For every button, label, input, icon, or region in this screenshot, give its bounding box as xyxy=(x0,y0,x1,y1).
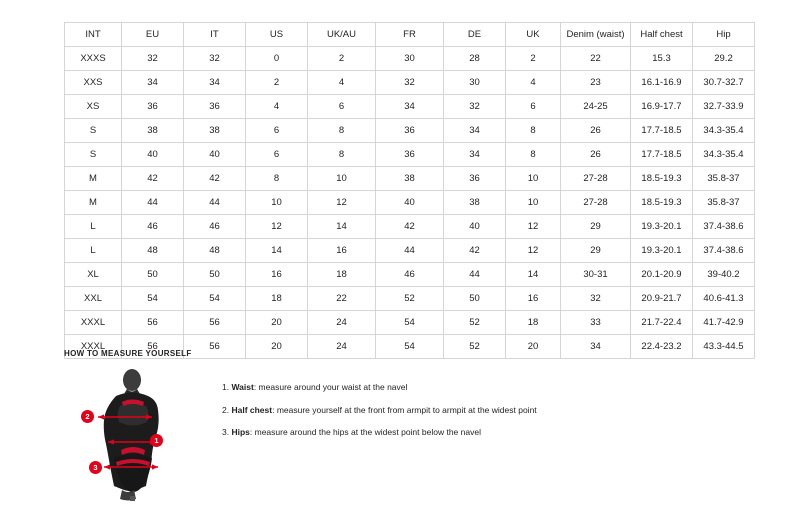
cell-uk: 10 xyxy=(506,191,561,215)
cell-eu: 42 xyxy=(122,167,184,191)
column-header-it: IT xyxy=(184,23,246,47)
instruction-text-hips: : measure around the hips at the widest point below the navel xyxy=(249,427,481,438)
cell-int: L xyxy=(65,239,122,263)
instruction-number-1: 1. xyxy=(222,382,230,392)
cell-uk-au: 8 xyxy=(308,143,376,167)
measurement-badge-2: 2 xyxy=(81,410,94,423)
column-header-eu: EU xyxy=(122,23,184,47)
cell-us: 12 xyxy=(246,215,308,239)
cell-int: L xyxy=(65,215,122,239)
cell-de: 44 xyxy=(444,263,506,287)
cell-uk: 10 xyxy=(506,167,561,191)
measurement-instruction-hips xyxy=(222,427,537,438)
cell-it: 42 xyxy=(184,167,246,191)
cell-half-chest: 17.7-18.5 xyxy=(631,119,693,143)
cell-half-chest: 17.7-18.5 xyxy=(631,143,693,167)
table-row xyxy=(65,263,755,287)
measurement-badge-1: 1 xyxy=(150,434,163,447)
cell-hip: 34.3-35.4 xyxy=(693,143,755,167)
cell-eu: 38 xyxy=(122,119,184,143)
table-row xyxy=(65,47,755,71)
cell-half-chest: 21.7-22.4 xyxy=(631,311,693,335)
cell-uk: 18 xyxy=(506,311,561,335)
cell-hip: 35.8-37 xyxy=(693,191,755,215)
cell-eu: 50 xyxy=(122,263,184,287)
measurement-instruction-half-chest xyxy=(222,405,537,416)
instruction-number-2: 2. xyxy=(222,404,230,415)
cell-uk: 12 xyxy=(506,215,561,239)
cell-it: 50 xyxy=(184,263,246,287)
cell-it: 56 xyxy=(184,311,246,335)
cell-int: XL xyxy=(65,263,122,287)
column-header-uk: UK xyxy=(506,23,561,47)
cell-us: 4 xyxy=(246,95,308,119)
cell-us: 2 xyxy=(246,71,308,95)
cell-denim-waist: 26 xyxy=(561,143,631,167)
cell-fr: 36 xyxy=(376,119,444,143)
how-to-measure-title: HOW TO MEASURE YOURSELF xyxy=(64,349,192,358)
cell-half-chest: 18.5-19.3 xyxy=(631,191,693,215)
table-body xyxy=(65,47,755,359)
cell-uk: 8 xyxy=(506,119,561,143)
cell-de: 34 xyxy=(444,143,506,167)
cell-hip: 32.7-33.9 xyxy=(693,95,755,119)
table-row xyxy=(65,287,755,311)
cell-half-chest: 19.3-20.1 xyxy=(631,239,693,263)
column-header-uk-au: UK/AU xyxy=(308,23,376,47)
cell-fr: 38 xyxy=(376,167,444,191)
cell-uk: 2 xyxy=(506,47,561,71)
instruction-term-half-chest: Half chest xyxy=(231,404,273,415)
instruction-text-waist: : measure around your waist at the navel xyxy=(253,382,408,392)
cell-hip: 37.4-38.6 xyxy=(693,215,755,239)
cell-it: 32 xyxy=(184,47,246,71)
size-chart-table xyxy=(64,22,755,359)
cell-denim-waist: 27-28 xyxy=(561,191,631,215)
cell-denim-waist: 34 xyxy=(561,335,631,359)
cell-us: 0 xyxy=(246,47,308,71)
cell-uk-au: 2 xyxy=(308,47,376,71)
cell-de: 52 xyxy=(444,311,506,335)
table-row xyxy=(65,167,755,191)
cell-eu: 40 xyxy=(122,143,184,167)
cell-us: 6 xyxy=(246,143,308,167)
column-header-denim-waist: Denim (waist) xyxy=(561,23,631,47)
cell-uk-au: 14 xyxy=(308,215,376,239)
cell-uk-au: 16 xyxy=(308,239,376,263)
instruction-number-3: 3. xyxy=(222,427,230,438)
cell-fr: 32 xyxy=(376,71,444,95)
cell-uk: 16 xyxy=(506,287,561,311)
cell-hip: 34.3-35.4 xyxy=(693,119,755,143)
cell-hip: 40.6-41.3 xyxy=(693,287,755,311)
cell-uk-au: 12 xyxy=(308,191,376,215)
cell-it: 46 xyxy=(184,215,246,239)
cell-it: 56 xyxy=(184,335,246,359)
column-header-hip: Hip xyxy=(693,23,755,47)
mannequin-figure xyxy=(64,366,204,501)
cell-eu: 32 xyxy=(122,47,184,71)
cell-us: 8 xyxy=(246,167,308,191)
cell-denim-waist: 27-28 xyxy=(561,167,631,191)
mannequin-illustration-icon xyxy=(64,366,204,501)
cell-hip: 29.2 xyxy=(693,47,755,71)
cell-hip: 39-40.2 xyxy=(693,263,755,287)
cell-it: 48 xyxy=(184,239,246,263)
cell-eu: 56 xyxy=(122,335,184,359)
cell-eu: 56 xyxy=(122,311,184,335)
cell-half-chest: 18.5-19.3 xyxy=(631,167,693,191)
measurement-instructions-list xyxy=(222,366,537,450)
cell-int: XXS xyxy=(65,71,122,95)
cell-fr: 46 xyxy=(376,263,444,287)
cell-denim-waist: 29 xyxy=(561,239,631,263)
cell-int: XXXS xyxy=(65,47,122,71)
cell-de: 52 xyxy=(444,335,506,359)
column-header-int: INT xyxy=(65,23,122,47)
table-row xyxy=(65,71,755,95)
cell-denim-waist: 29 xyxy=(561,215,631,239)
cell-eu: 54 xyxy=(122,287,184,311)
how-to-measure-body xyxy=(64,366,734,501)
size-chart-container xyxy=(64,22,744,359)
cell-denim-waist: 26 xyxy=(561,119,631,143)
cell-uk-au: 8 xyxy=(308,119,376,143)
cell-half-chest: 15.3 xyxy=(631,47,693,71)
measurement-instruction-waist xyxy=(222,382,537,393)
cell-int: S xyxy=(65,119,122,143)
cell-hip: 41.7-42.9 xyxy=(693,311,755,335)
cell-uk: 6 xyxy=(506,95,561,119)
cell-it: 36 xyxy=(184,95,246,119)
cell-fr: 34 xyxy=(376,95,444,119)
cell-uk: 20 xyxy=(506,335,561,359)
cell-de: 42 xyxy=(444,239,506,263)
cell-us: 20 xyxy=(246,311,308,335)
cell-denim-waist: 30-31 xyxy=(561,263,631,287)
cell-half-chest: 20.1-20.9 xyxy=(631,263,693,287)
cell-half-chest: 16.1-16.9 xyxy=(631,71,693,95)
cell-int: XXXL xyxy=(65,335,122,359)
table-header-row xyxy=(65,23,755,47)
how-to-measure-section xyxy=(64,349,734,501)
column-header-de: DE xyxy=(444,23,506,47)
cell-hip: 43.3-44.5 xyxy=(693,335,755,359)
cell-uk-au: 18 xyxy=(308,263,376,287)
cell-us: 18 xyxy=(246,287,308,311)
cell-uk-au: 4 xyxy=(308,71,376,95)
cell-de: 32 xyxy=(444,95,506,119)
cell-fr: 52 xyxy=(376,287,444,311)
cell-denim-waist: 32 xyxy=(561,287,631,311)
cell-uk: 14 xyxy=(506,263,561,287)
cell-us: 10 xyxy=(246,191,308,215)
cell-us: 20 xyxy=(246,335,308,359)
instruction-term-hips: Hips xyxy=(231,427,250,438)
cell-denim-waist: 23 xyxy=(561,71,631,95)
table-row xyxy=(65,215,755,239)
column-header-us: US xyxy=(246,23,308,47)
cell-half-chest: 20.9-21.7 xyxy=(631,287,693,311)
cell-hip: 30.7-32.7 xyxy=(693,71,755,95)
table-row xyxy=(65,239,755,263)
cell-fr: 54 xyxy=(376,335,444,359)
cell-hip: 37.4-38.6 xyxy=(693,239,755,263)
cell-denim-waist: 24-25 xyxy=(561,95,631,119)
table-row xyxy=(65,95,755,119)
table-header xyxy=(65,23,755,47)
cell-uk-au: 22 xyxy=(308,287,376,311)
cell-de: 38 xyxy=(444,191,506,215)
cell-it: 38 xyxy=(184,119,246,143)
cell-int: M xyxy=(65,167,122,191)
measurement-badge-3: 3 xyxy=(89,461,102,474)
column-header-fr: FR xyxy=(376,23,444,47)
cell-eu: 46 xyxy=(122,215,184,239)
cell-hip: 35.8-37 xyxy=(693,167,755,191)
instruction-term-waist: Waist xyxy=(231,382,254,392)
column-header-half-chest: Half chest xyxy=(631,23,693,47)
cell-uk-au: 10 xyxy=(308,167,376,191)
cell-half-chest: 19.3-20.1 xyxy=(631,215,693,239)
table-row xyxy=(65,119,755,143)
cell-denim-waist: 22 xyxy=(561,47,631,71)
cell-eu: 48 xyxy=(122,239,184,263)
cell-uk: 4 xyxy=(506,71,561,95)
cell-uk-au: 6 xyxy=(308,95,376,119)
cell-int: XXXL xyxy=(65,311,122,335)
instruction-text-half-chest: : measure yourself at the front from armpit to armpit at the widest point xyxy=(272,404,537,415)
cell-uk-au: 24 xyxy=(308,335,376,359)
cell-half-chest: 16.9-17.7 xyxy=(631,95,693,119)
table-row xyxy=(65,143,755,167)
cell-uk: 8 xyxy=(506,143,561,167)
cell-uk: 12 xyxy=(506,239,561,263)
cell-us: 6 xyxy=(246,119,308,143)
table-row xyxy=(65,311,755,335)
cell-de: 36 xyxy=(444,167,506,191)
cell-it: 34 xyxy=(184,71,246,95)
cell-fr: 42 xyxy=(376,215,444,239)
cell-it: 40 xyxy=(184,143,246,167)
cell-int: XS xyxy=(65,95,122,119)
cell-eu: 34 xyxy=(122,71,184,95)
cell-de: 34 xyxy=(444,119,506,143)
cell-fr: 44 xyxy=(376,239,444,263)
cell-us: 14 xyxy=(246,239,308,263)
cell-eu: 36 xyxy=(122,95,184,119)
cell-de: 40 xyxy=(444,215,506,239)
cell-de: 50 xyxy=(444,287,506,311)
cell-fr: 54 xyxy=(376,311,444,335)
cell-int: S xyxy=(65,143,122,167)
cell-fr: 36 xyxy=(376,143,444,167)
cell-de: 28 xyxy=(444,47,506,71)
cell-half-chest: 22.4-23.2 xyxy=(631,335,693,359)
cell-int: XXL xyxy=(65,287,122,311)
cell-fr: 30 xyxy=(376,47,444,71)
table-row xyxy=(65,191,755,215)
cell-fr: 40 xyxy=(376,191,444,215)
cell-eu: 44 xyxy=(122,191,184,215)
cell-int: M xyxy=(65,191,122,215)
cell-uk-au: 24 xyxy=(308,311,376,335)
cell-us: 16 xyxy=(246,263,308,287)
cell-de: 30 xyxy=(444,71,506,95)
cell-denim-waist: 33 xyxy=(561,311,631,335)
cell-it: 44 xyxy=(184,191,246,215)
cell-it: 54 xyxy=(184,287,246,311)
